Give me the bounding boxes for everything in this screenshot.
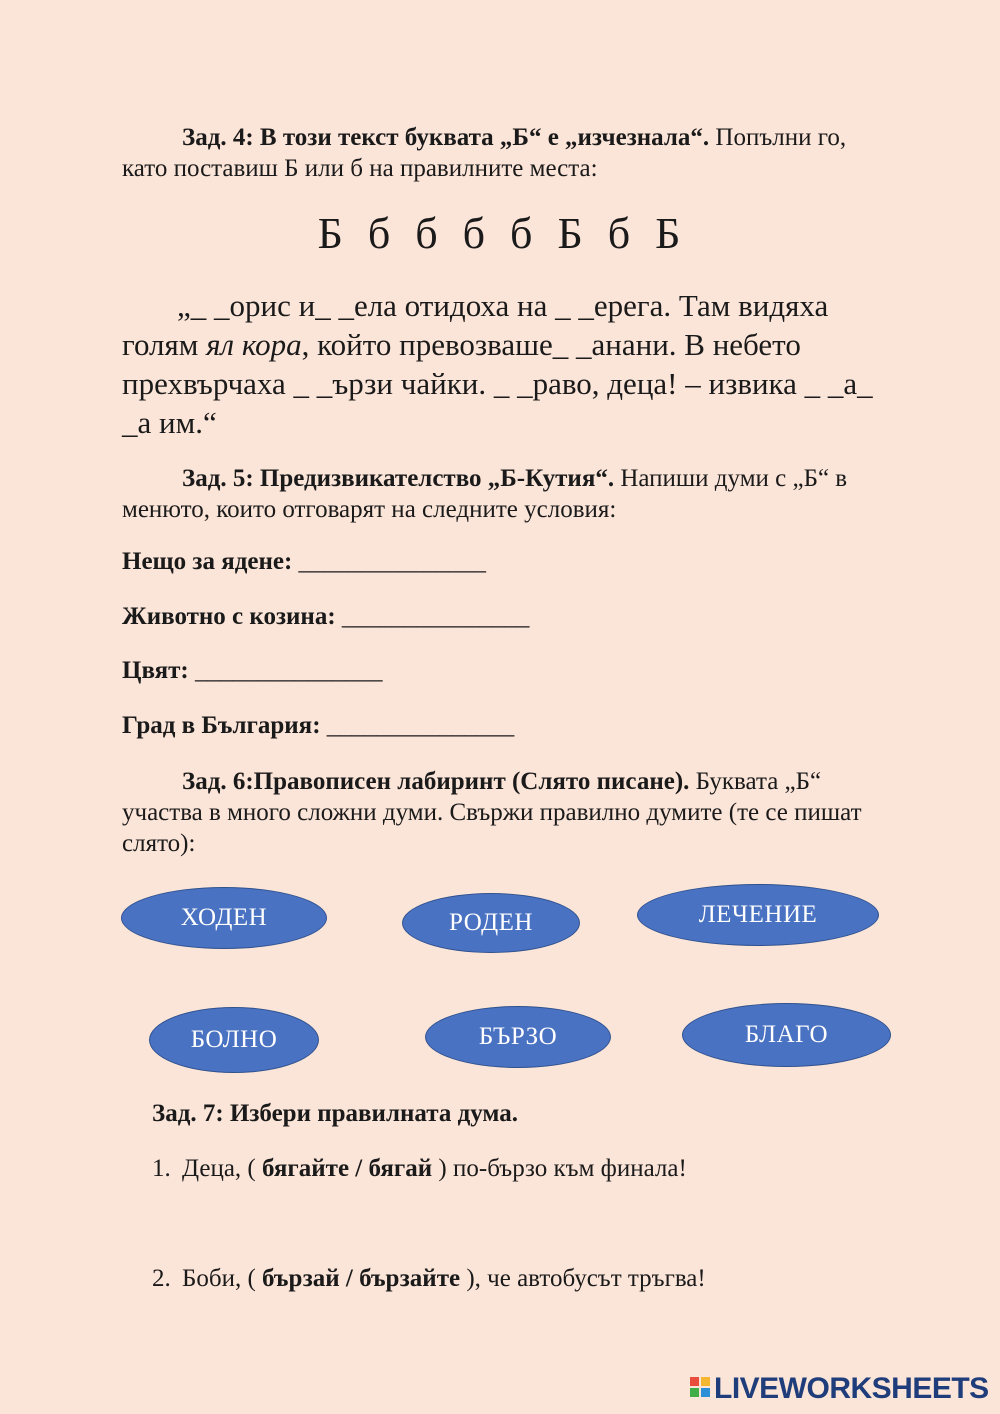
item-options[interactable]: бягайте / бягай bbox=[262, 1155, 433, 1182]
word-oval-roden[interactable]: РОДЕН bbox=[402, 893, 580, 953]
word-oval-barzo[interactable]: БЪРЗО bbox=[425, 1006, 611, 1068]
story-part-2: , който превозваше_ _анани. В небето прехвърчаха _ _ързи чайки. _ _раво, деца! – извика _ _а_ _а им.“ bbox=[122, 327, 873, 440]
story-italic: ял кора bbox=[206, 327, 302, 362]
field-food-blank[interactable]: _______________ bbox=[298, 548, 487, 575]
item-number: 2. bbox=[152, 1265, 171, 1292]
liveworksheets-logo-icon bbox=[690, 1377, 712, 1401]
task6-paragraph bbox=[122, 766, 882, 859]
task6-heading: Зад. 6:Правописен лабиринт (Слято писане). bbox=[182, 768, 690, 795]
item-before: Деца, ( bbox=[182, 1155, 263, 1182]
word-oval-hoden[interactable]: ХОДЕН bbox=[121, 887, 327, 949]
field-food-label: Нещо за ядене: bbox=[122, 548, 299, 575]
word-oval-lechenie[interactable]: ЛЕЧЕНИЕ bbox=[637, 884, 879, 946]
liveworksheets-logo-text: LIVEWORKSHEETS bbox=[714, 1372, 989, 1405]
task4-heading: Зад. 4: В този текст буквата „Б“ е „изчезнала“. bbox=[182, 124, 710, 151]
item-after: ), че автобусът тръгва! bbox=[460, 1265, 706, 1292]
field-animal-blank[interactable]: _______________ bbox=[341, 603, 530, 630]
field-color-label: Цвят: bbox=[122, 657, 195, 684]
task4-paragraph bbox=[122, 122, 882, 184]
field-animal bbox=[122, 603, 529, 631]
liveworksheets-logo bbox=[690, 1372, 989, 1406]
field-food bbox=[122, 548, 486, 576]
task6-instruction: Буквата „Б“ участва в много сложни думи. Свържи правилно думите (те се пишат слято): bbox=[122, 768, 862, 857]
item-before: Боби, ( bbox=[182, 1265, 263, 1292]
item-options[interactable]: бързай / бързайте bbox=[262, 1265, 461, 1292]
task5-heading: Зад. 5: Предизвикателство „Б-Кутия“. bbox=[182, 465, 615, 492]
word-oval-bolno[interactable]: БОЛНО bbox=[149, 1007, 319, 1073]
field-city bbox=[122, 712, 514, 740]
item-number: 1. bbox=[152, 1155, 171, 1182]
field-color bbox=[122, 657, 383, 685]
task7-item-1 bbox=[152, 1155, 687, 1183]
task5-paragraph bbox=[122, 463, 882, 525]
field-color-blank[interactable]: _______________ bbox=[195, 657, 383, 684]
task7-heading: Зад. 7: Избери правилната дума. bbox=[152, 1100, 518, 1127]
field-animal-label: Животно с козина: bbox=[122, 603, 342, 630]
letter-row: Б б б б б Б б Б bbox=[317, 209, 683, 258]
task7-item-2 bbox=[152, 1265, 706, 1293]
task4-instruction: Попълни го, като поставиш Б или б на правилните места: bbox=[122, 124, 847, 182]
task5-instruction: Напиши думи с „Б“ в менюто, които отговарят на следните условия: bbox=[122, 465, 848, 523]
field-city-label: Град в България: bbox=[122, 712, 327, 739]
item-after: ) по-бързо към финала! bbox=[432, 1155, 687, 1182]
story-part-1: „_ _орис и_ _ела отидоха на _ _ерега. Там видяха голям bbox=[122, 288, 829, 362]
story-text bbox=[122, 286, 892, 442]
word-oval-blago[interactable]: БЛАГО bbox=[682, 1003, 891, 1067]
field-city-blank[interactable]: _______________ bbox=[326, 712, 515, 739]
